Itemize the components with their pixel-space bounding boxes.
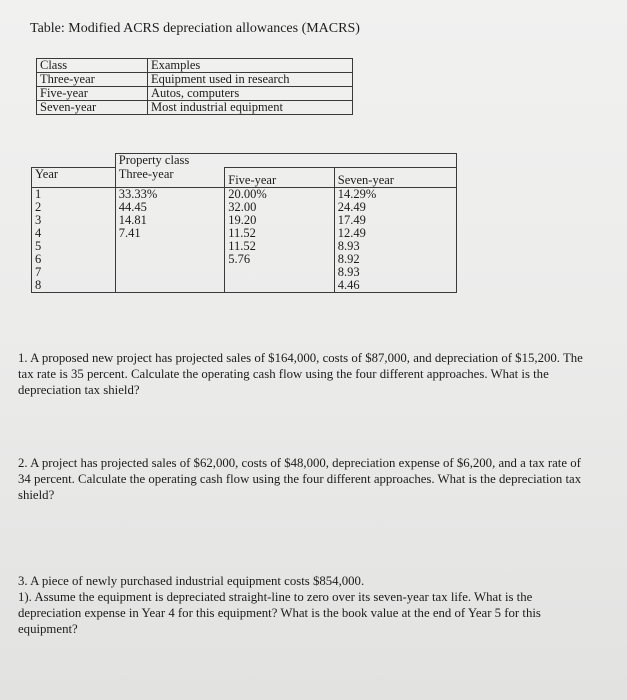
- three-year-header: Three-year: [115, 168, 225, 188]
- rate-cell: 12.49: [337, 226, 366, 240]
- macrs-table: [31, 153, 457, 293]
- year-cell: 8: [35, 278, 42, 292]
- table-cell: Equipment used in research: [148, 73, 353, 87]
- table-header-row: [32, 154, 457, 168]
- rate-cell: 11.52: [228, 226, 256, 240]
- year-cell: 4: [35, 226, 42, 240]
- five-year-column: [225, 188, 335, 293]
- five-year-header: Five-year: [225, 168, 335, 188]
- question-1: 1. A proposed new project has projected sales of $164,000, costs of $87,000, and depreciation of $15,200. The tax rate is 35 percent. Calculate the operating cash flow using the four different approaches. What is the depreciation tax shield?: [18, 351, 583, 397]
- question-3: 3. A piece of newly purchased industrial equipment costs $854,000. 1). Assume the equipment is depreciated straight-line to zero over its seven-year tax life. What is the depreciation expense in Year 4 for this equipment? What is the book value at the end of Year 5 for this equipment?: [18, 574, 541, 636]
- year-cell: 7: [35, 265, 42, 279]
- year-cell: 3: [35, 213, 42, 227]
- seven-year-column: [334, 188, 456, 293]
- year-cell: 5: [35, 239, 42, 253]
- rate-cell: 19.20: [228, 213, 257, 227]
- rate-cell: 4.46: [337, 278, 360, 292]
- property-class-header: Property class: [115, 154, 456, 168]
- table-body: [32, 188, 457, 293]
- rate-cell: 14.81: [118, 213, 147, 227]
- table-row: [37, 73, 353, 87]
- table-row: [37, 87, 353, 101]
- rate-cell: 32.00: [228, 200, 257, 214]
- rate-cell: 17.49: [337, 213, 366, 227]
- table-cell: Five-year: [37, 87, 148, 101]
- rate-cell: 20.00%: [228, 187, 267, 201]
- year-cell: 2: [35, 200, 42, 214]
- rate-cell: 11.52: [228, 239, 256, 253]
- year-cell: 6: [35, 252, 42, 266]
- three-year-column: [115, 188, 225, 293]
- table-cell: Autos, computers: [148, 87, 353, 101]
- year-column: [32, 188, 116, 293]
- table-row: [37, 101, 353, 115]
- page-title: Table: Modified ACRS depreciation allowances (MACRS): [30, 21, 360, 36]
- table-cell: Most industrial equipment: [148, 101, 353, 115]
- table-cell: Seven-year: [37, 101, 148, 115]
- asset-class-table: [36, 58, 353, 115]
- examples-header: Examples: [148, 59, 353, 73]
- rate-cell: 8.93: [337, 239, 360, 253]
- rate-cell: 7.41: [118, 226, 141, 240]
- rate-cell: 8.93: [337, 265, 360, 279]
- table-row: [37, 59, 353, 73]
- class-header: Class: [37, 59, 148, 73]
- rate-cell: 24.49: [337, 200, 366, 214]
- question-2: 2. A project has projected sales of $62,000, costs of $48,000, depreciation expense of $6,200, and a tax rate of 34 percent. Calculate the operating cash flow using the four different approaches. What is the depreciation tax shield?: [18, 456, 582, 502]
- rate-cell: 33.33%: [118, 187, 158, 201]
- table-cell: Three-year: [37, 73, 148, 87]
- header-spacer: [32, 154, 116, 168]
- rate-cell: 5.76: [228, 252, 251, 266]
- year-cell: 1: [35, 187, 42, 201]
- seven-year-header: Seven-year: [334, 168, 456, 188]
- rate-cell: 14.29%: [337, 187, 377, 201]
- year-header: Year: [32, 168, 116, 188]
- rate-cell: 44.45: [118, 200, 147, 214]
- rate-cell: 8.92: [337, 252, 360, 266]
- table-header-row: [32, 168, 457, 188]
